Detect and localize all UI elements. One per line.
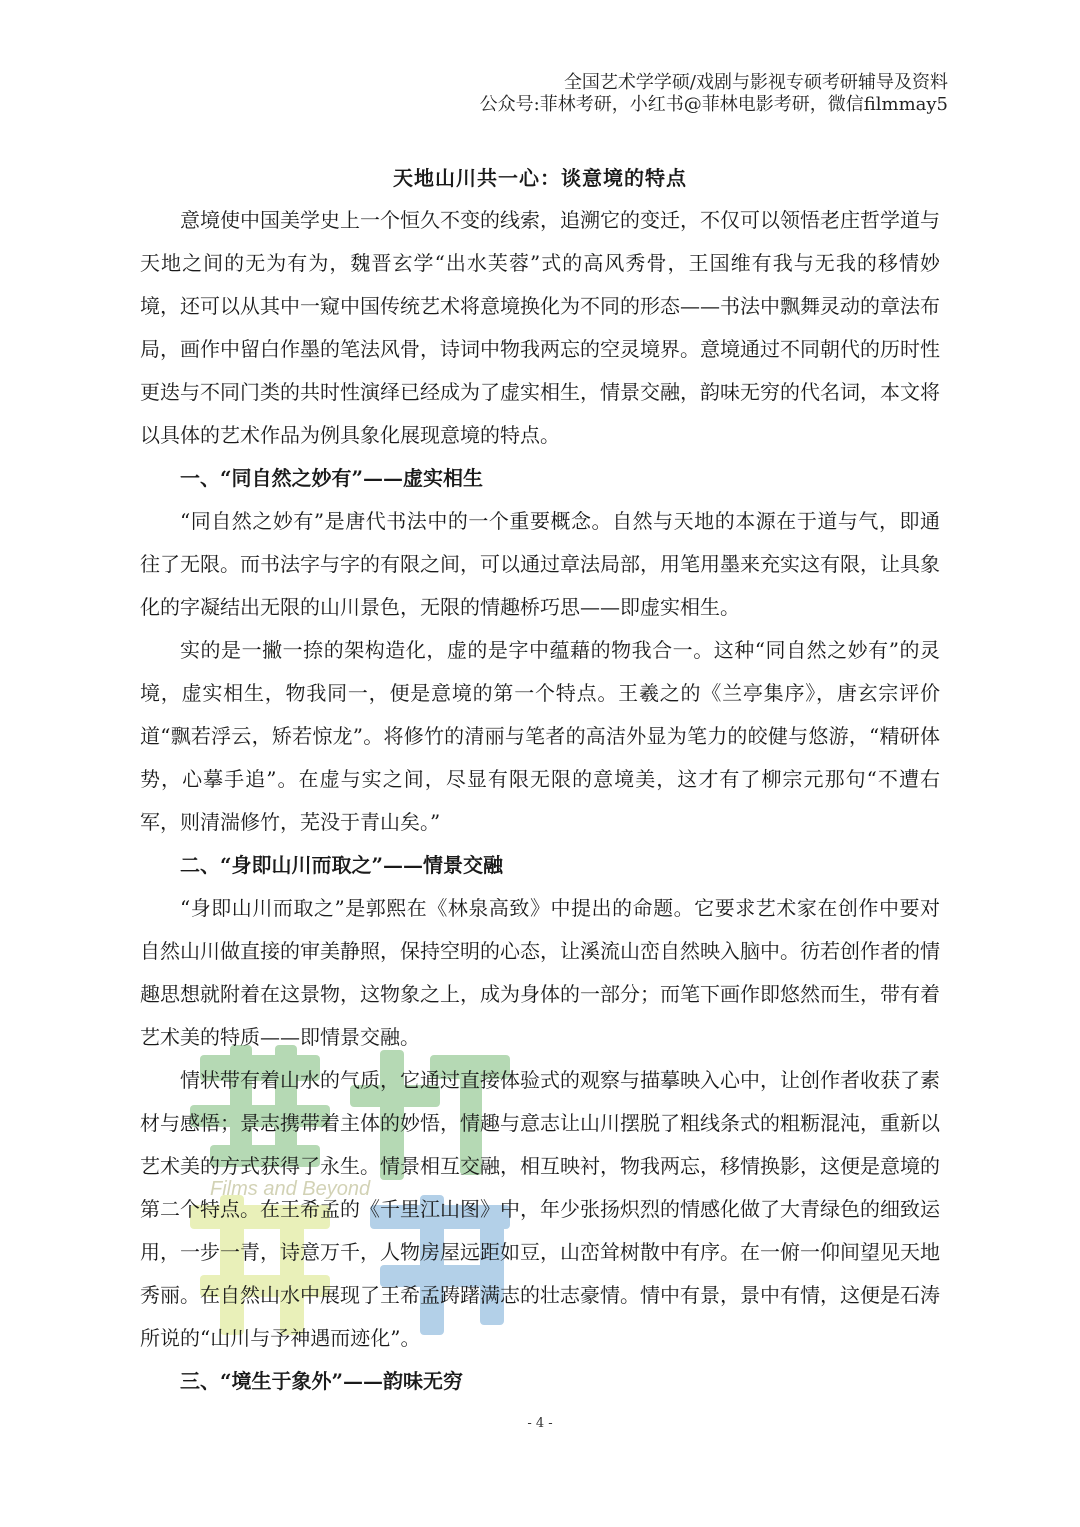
section-2-paragraph-1: “身即山川而取之”是郭熙在《林泉高致》中提出的命题。它要求艺术家在创作中要对自然山川做直接的审美静照，保持空明的心态，让溪流山峦自然映入脑中。彷若创作者的情趣思想就附着在这景物，这物象之上，成为身体的一部分；而笔下画作即悠然而生，带有着艺术美的特质——即情景交融。 [140, 896, 940, 1049]
section-1-paragraph-2: 实的是一撇一捺的架构造化，虚的是字中蕴藉的物我合一。这种“同自然之妙有”的灵境，虚实相生，物我同一，便是意境的第一个特点。王羲之的《兰亭集序》，唐玄宗评价道“飘若浮云，矫若惊龙”。将修竹的清丽与笔者的高洁外显为笔力的皎健与悠游，“精研体势，心摹手追”。在虚与实之间，尽显有限无限的意境美，这才有了柳宗元那句“不遭右军，则清湍修竹，芜没于青山矣。” [140, 638, 940, 834]
section-2-paragraph-2: 情状带有着山水的气质，它通过直接体验式的观察与描摹映入心中，让创作者收获了素材与感悟；景志携带着主体的妙悟，情趣与意志让山川摆脱了粗线条式的粗粝混沌，重新以艺术美的方式获得了永生。情景相互交融，相互映衬，物我两忘，移情换影，这便是意境的第二个特点。在王希孟的《千里江山图》中，年少张扬炽烈的情感化做了大青绿色的细致运用，一步一青，诗意万千，人物房屋远距如豆，山峦耸树散中有序。在一俯一仰间望见天地秀丽。在自然山水中展现了王希孟踌躇满志的壮志豪情。情中有景，景中有情，这便是石涛所说的“山川与予神遇而迹化”。 [140, 1068, 940, 1350]
section-1-paragraph-1: “同自然之妙有”是唐代书法中的一个重要概念。自然与天地的本源在于道与气，即通往了无限。而书法字与字的有限之间，可以通过章法局部，用笔用墨来充实这有限，让具象化的字凝结出无限的山川景色，无限的情趣桥巧思——即虚实相生。 [140, 509, 940, 619]
article-title: 天地山川共一心：谈意境的特点 [393, 166, 687, 190]
header-line-1: 全国艺术学学硕/戏剧与影视专硕考研辅导及资料 [563, 72, 948, 93]
watermark-text: Films and Beyond [210, 1178, 371, 1200]
page-header [480, 72, 948, 116]
page-number: - 4 - [527, 1416, 553, 1431]
section-3-heading: 三、“境生于象外”——韵味无穷 [180, 1369, 464, 1393]
article-body [140, 199, 940, 1403]
header-line-2: 公众号:菲林考研，小红书@菲林电影考研，微信filmmay5 [479, 94, 948, 115]
intro-paragraph: 意境使中国美学史上一个恒久不变的线索，追溯它的变迁，不仅可以领悟老庄哲学道与天地之间的无为有为，魏晋玄学“出水芙蓉”式的高风秀骨，王国维有我与无我的移情妙境，还可以从其中一窥中国传统艺术将意境换化为不同的形态——书法中飘舞灵动的章法布局，画作中留白作墨的笔法风骨，诗词中物我两忘的空灵境界。意境通过不同朝代的历时性更迭与不同门类的共时性演绎已经成为了虚实相生，情景交融，韵味无穷的代名词，本文将以具体的艺术作品为例具象化展现意境的特点。 [140, 208, 940, 447]
section-1-heading: 一、“同自然之妙有”——虚实相生 [180, 466, 484, 490]
section-2-heading: 二、“身即山川而取之”——情景交融 [180, 853, 504, 877]
